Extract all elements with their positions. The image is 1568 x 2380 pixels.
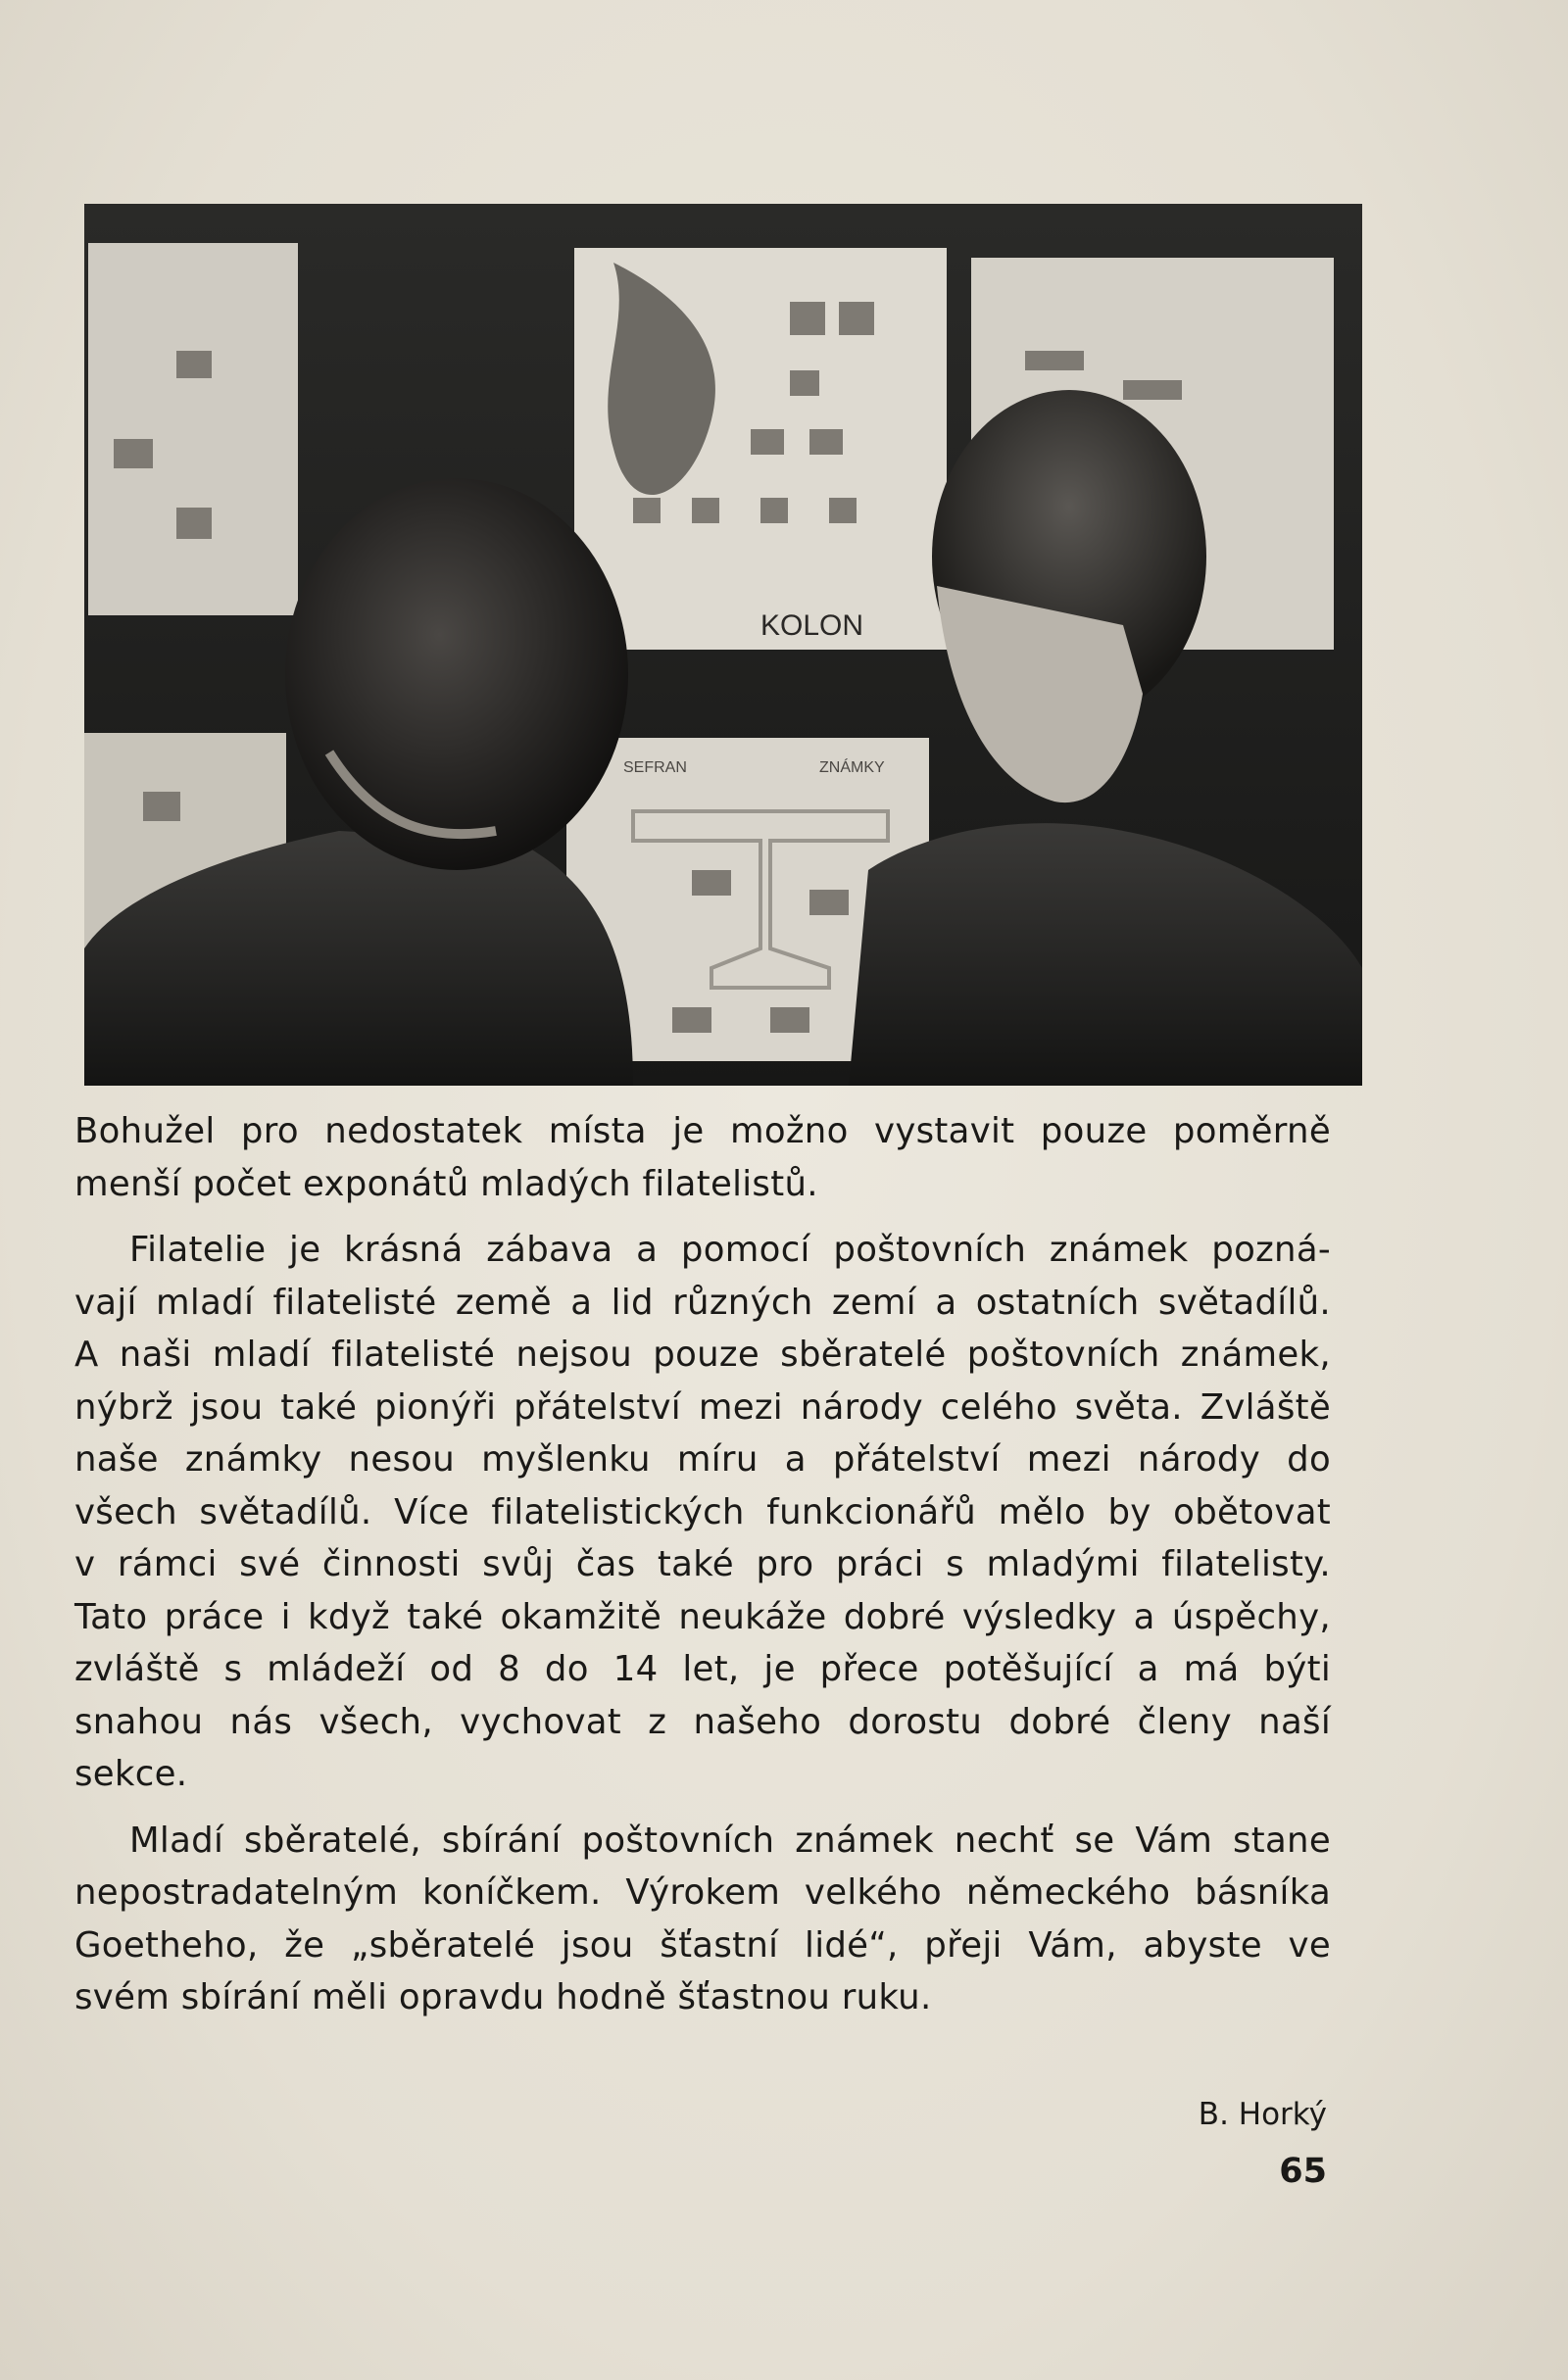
paragraph-3 xyxy=(74,1815,1331,2024)
text-line: všech světadílů. Více filatelistických funkcionářů mělo by obětovat xyxy=(74,1491,1331,1532)
text-line: v rámci své činnosti svůj čas také pro práci s mladými filatelisty. xyxy=(74,1544,1331,1584)
exhibit-small-label-left: SEFRAN xyxy=(623,759,687,776)
text-line: Filatelie je krásná zábava a pomocí poštovních známek pozná- xyxy=(129,1230,1331,1270)
paragraph-2 xyxy=(74,1224,1331,1801)
text-line: zvláště s mládeží od 8 do 14 let, je přece potěšující a má býti xyxy=(74,1649,1331,1689)
exhibit-small-label-right: ZNÁMKY xyxy=(819,759,885,776)
text-line: sekce. xyxy=(74,1754,188,1794)
exhibit-board-left-top xyxy=(88,243,298,615)
body-text xyxy=(74,1105,1331,2024)
photo-boys-at-stamp-exhibit xyxy=(84,204,1362,1086)
exhibit-sign-text: KOLON xyxy=(760,609,864,642)
boy-left-head xyxy=(285,478,628,870)
text-line: vají mladí filatelisté země a lid různých zemí a ostatních světadílů. xyxy=(74,1282,1331,1323)
text-line: nepostradatelným koníčkem. Výrokem velkého německého básníka xyxy=(74,1872,1331,1913)
text-line: snahou nás všech, vychovat z našeho dorostu dobré členy naší xyxy=(74,1701,1331,1742)
text-line: Bohužel pro nedostatek místa je možno vystavit pouze poměrně xyxy=(74,1111,1331,1151)
paragraph-1 xyxy=(74,1105,1331,1210)
text-line: Mladí sběratelé, sbírání poštovních známek nechť se Vám stane xyxy=(129,1820,1331,1861)
page-number: 65 xyxy=(1279,2152,1327,2191)
author-signature: B. Horký xyxy=(1198,2097,1327,2132)
text-line: nýbrž jsou také pionýři přátelství mezi národy celého světa. Zvláště xyxy=(74,1386,1331,1428)
text-line: naše známky nesou myšlenku míru a přátelství mezi národy do xyxy=(74,1439,1331,1480)
text-line: A naši mladí filatelisté nejsou pouze sběratelé poštovních známek, xyxy=(74,1335,1331,1375)
photograph xyxy=(84,204,1362,1086)
text-line: Tato práce i když také okamžitě neukáže dobré výsledky a úspěchy, xyxy=(74,1596,1331,1637)
text-line: Goetheho, že „sběratelé jsou šťastní lidé“, přeji Vám, abyste ve xyxy=(74,1924,1331,1966)
text-line: svém sbírání měli opravdu hodně šťastnou ruku. xyxy=(74,1977,932,2017)
text-line: menší počet exponátů mladých filatelistů. xyxy=(74,1163,818,1204)
